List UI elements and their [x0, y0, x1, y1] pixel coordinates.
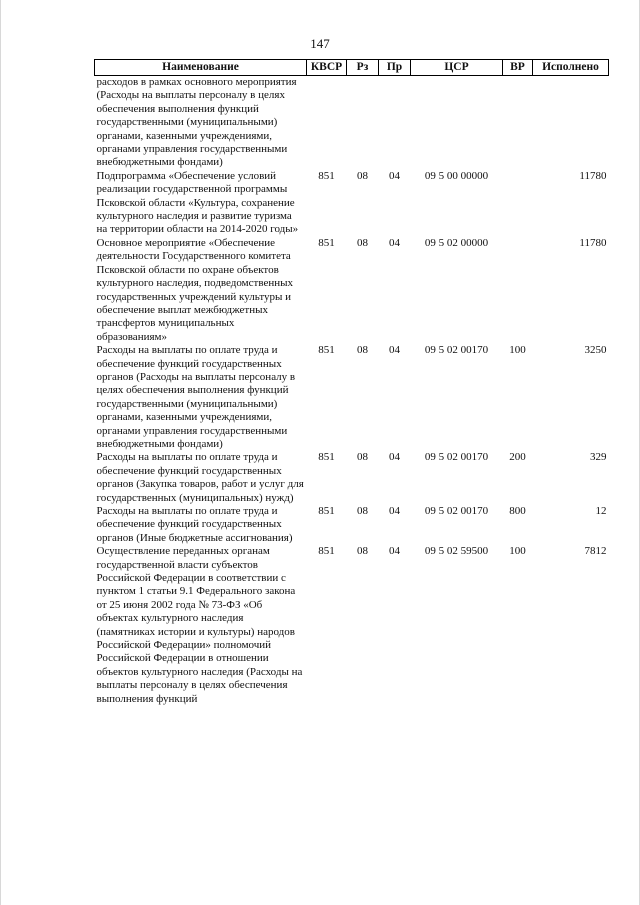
row-kvsr: 851: [318, 451, 335, 464]
row-kvsr: 851: [318, 545, 335, 558]
scan-left-edge: [0, 0, 1, 905]
row-executed: [533, 76, 609, 170]
table-row: [95, 237, 609, 344]
row-pr: 04: [389, 451, 400, 464]
row-rz: 08: [357, 505, 368, 517]
row-rz: 08: [357, 545, 368, 558]
row-csr: [411, 76, 503, 170]
header-csr: ЦСР: [411, 60, 503, 76]
row-vr: 100: [509, 344, 526, 357]
budget-table: [94, 59, 609, 706]
row-name: Осуществление переданных органам государственной власти субъектов Российской Федерации в соответствии с пунктом 1 статьи 9.1 Федерального закона от 25 июня 2002 года № 73-ФЗ «Об объектах культурного наследия (памятниках истории и культуры) народов Российской Федерации» полномочий Российской Федерации в отношении объектов культурного наследия (Расходы на выплаты персоналу в целях обеспечения выполнения функций: [96, 545, 303, 705]
row-name: Основное мероприятие «Обеспечение деятельности Государственного комитета Псковской области по охране объектов культурного наследия, подведомственных государственных учреждений культуры и обеспечение выплат межбюджетных трансфертов муниципальных образованиям»: [96, 236, 293, 343]
header-kvsr: КВСР: [307, 60, 347, 76]
row-name: Подпрограмма «Обеспечение условий реализации государственной программы Псковской области «Культура, сохранение культурного наследия и развитие туризма на территории области на 2014-2020 годы»: [96, 169, 299, 236]
row-name: Расходы на выплаты по оплате труда и обеспечение функций государственных органов (Иные бюджетные ассигнования): [96, 505, 293, 544]
row-executed: 11780: [579, 169, 607, 182]
row-kvsr: [307, 76, 347, 170]
row-vr: 200: [509, 451, 526, 464]
header-pr: Пр: [379, 60, 411, 76]
row-kvsr: 851: [318, 169, 335, 182]
table-row: [95, 170, 609, 237]
table-row: [95, 76, 609, 170]
row-rz: [347, 76, 379, 170]
row-vr: [503, 237, 533, 344]
header-vr: ВР: [503, 60, 533, 76]
row-name: расходов в рамках основного мероприятия (Расходы на выплаты персоналу в целях обеспечения выполнения функций государственными (муниципальными) органами, казенными учреждениями, органами управления государственными внебюджетными фондами): [96, 76, 297, 169]
table-header-row: [95, 60, 609, 76]
row-rz: 08: [357, 451, 368, 464]
row-pr: 04: [389, 236, 400, 249]
table-row: [95, 545, 609, 706]
row-executed: 12: [595, 505, 607, 517]
row-pr: 04: [389, 169, 400, 182]
row-csr: 09 5 00 00000: [424, 169, 489, 182]
row-csr: 09 5 02 59500: [424, 545, 489, 558]
row-kvsr: 851: [318, 236, 335, 249]
row-pr: [379, 76, 411, 170]
row-csr: 09 5 02 00170: [424, 505, 489, 517]
row-vr: 800: [509, 505, 526, 517]
table-row: [95, 451, 609, 505]
row-vr: 100: [509, 545, 526, 558]
page-number: 147: [310, 36, 330, 51]
row-vr: [503, 76, 533, 170]
row-executed: 7812: [584, 545, 607, 558]
table-row: [95, 344, 609, 451]
header-executed: Исполнено: [533, 60, 609, 76]
row-pr: 04: [389, 344, 400, 357]
row-csr: 09 5 02 00170: [424, 451, 489, 464]
row-executed: 11780: [579, 236, 607, 249]
header-name: Наименование: [95, 60, 307, 76]
row-name: Расходы на выплаты по оплате труда и обеспечение функций государственных органов (Расходы на выплаты персоналу в целях обеспечения выполнения функций государственными (муниципальными) органами, казенными учреждениями, органами управления государственными внебюджетными фондами): [96, 344, 296, 450]
table-row: [95, 505, 609, 545]
row-rz: 08: [357, 169, 368, 182]
row-name: Расходы на выплаты по оплате труда и обеспечение функций государственных органов (Закупка товаров, работ и услуг для государственных (муниципальных) нужд): [96, 451, 304, 504]
row-executed: 3250: [584, 344, 607, 357]
row-csr: 09 5 02 00000: [424, 236, 489, 249]
row-vr: [503, 170, 533, 237]
row-rz: 08: [357, 236, 368, 249]
row-kvsr: 851: [318, 505, 335, 517]
row-kvsr: 851: [318, 344, 335, 357]
row-csr: 09 5 02 00170: [424, 344, 489, 357]
header-rz: Рз: [347, 60, 379, 76]
row-executed: 329: [590, 451, 607, 464]
row-pr: 04: [389, 545, 400, 558]
row-rz: 08: [357, 344, 368, 357]
row-pr: 04: [389, 505, 400, 517]
